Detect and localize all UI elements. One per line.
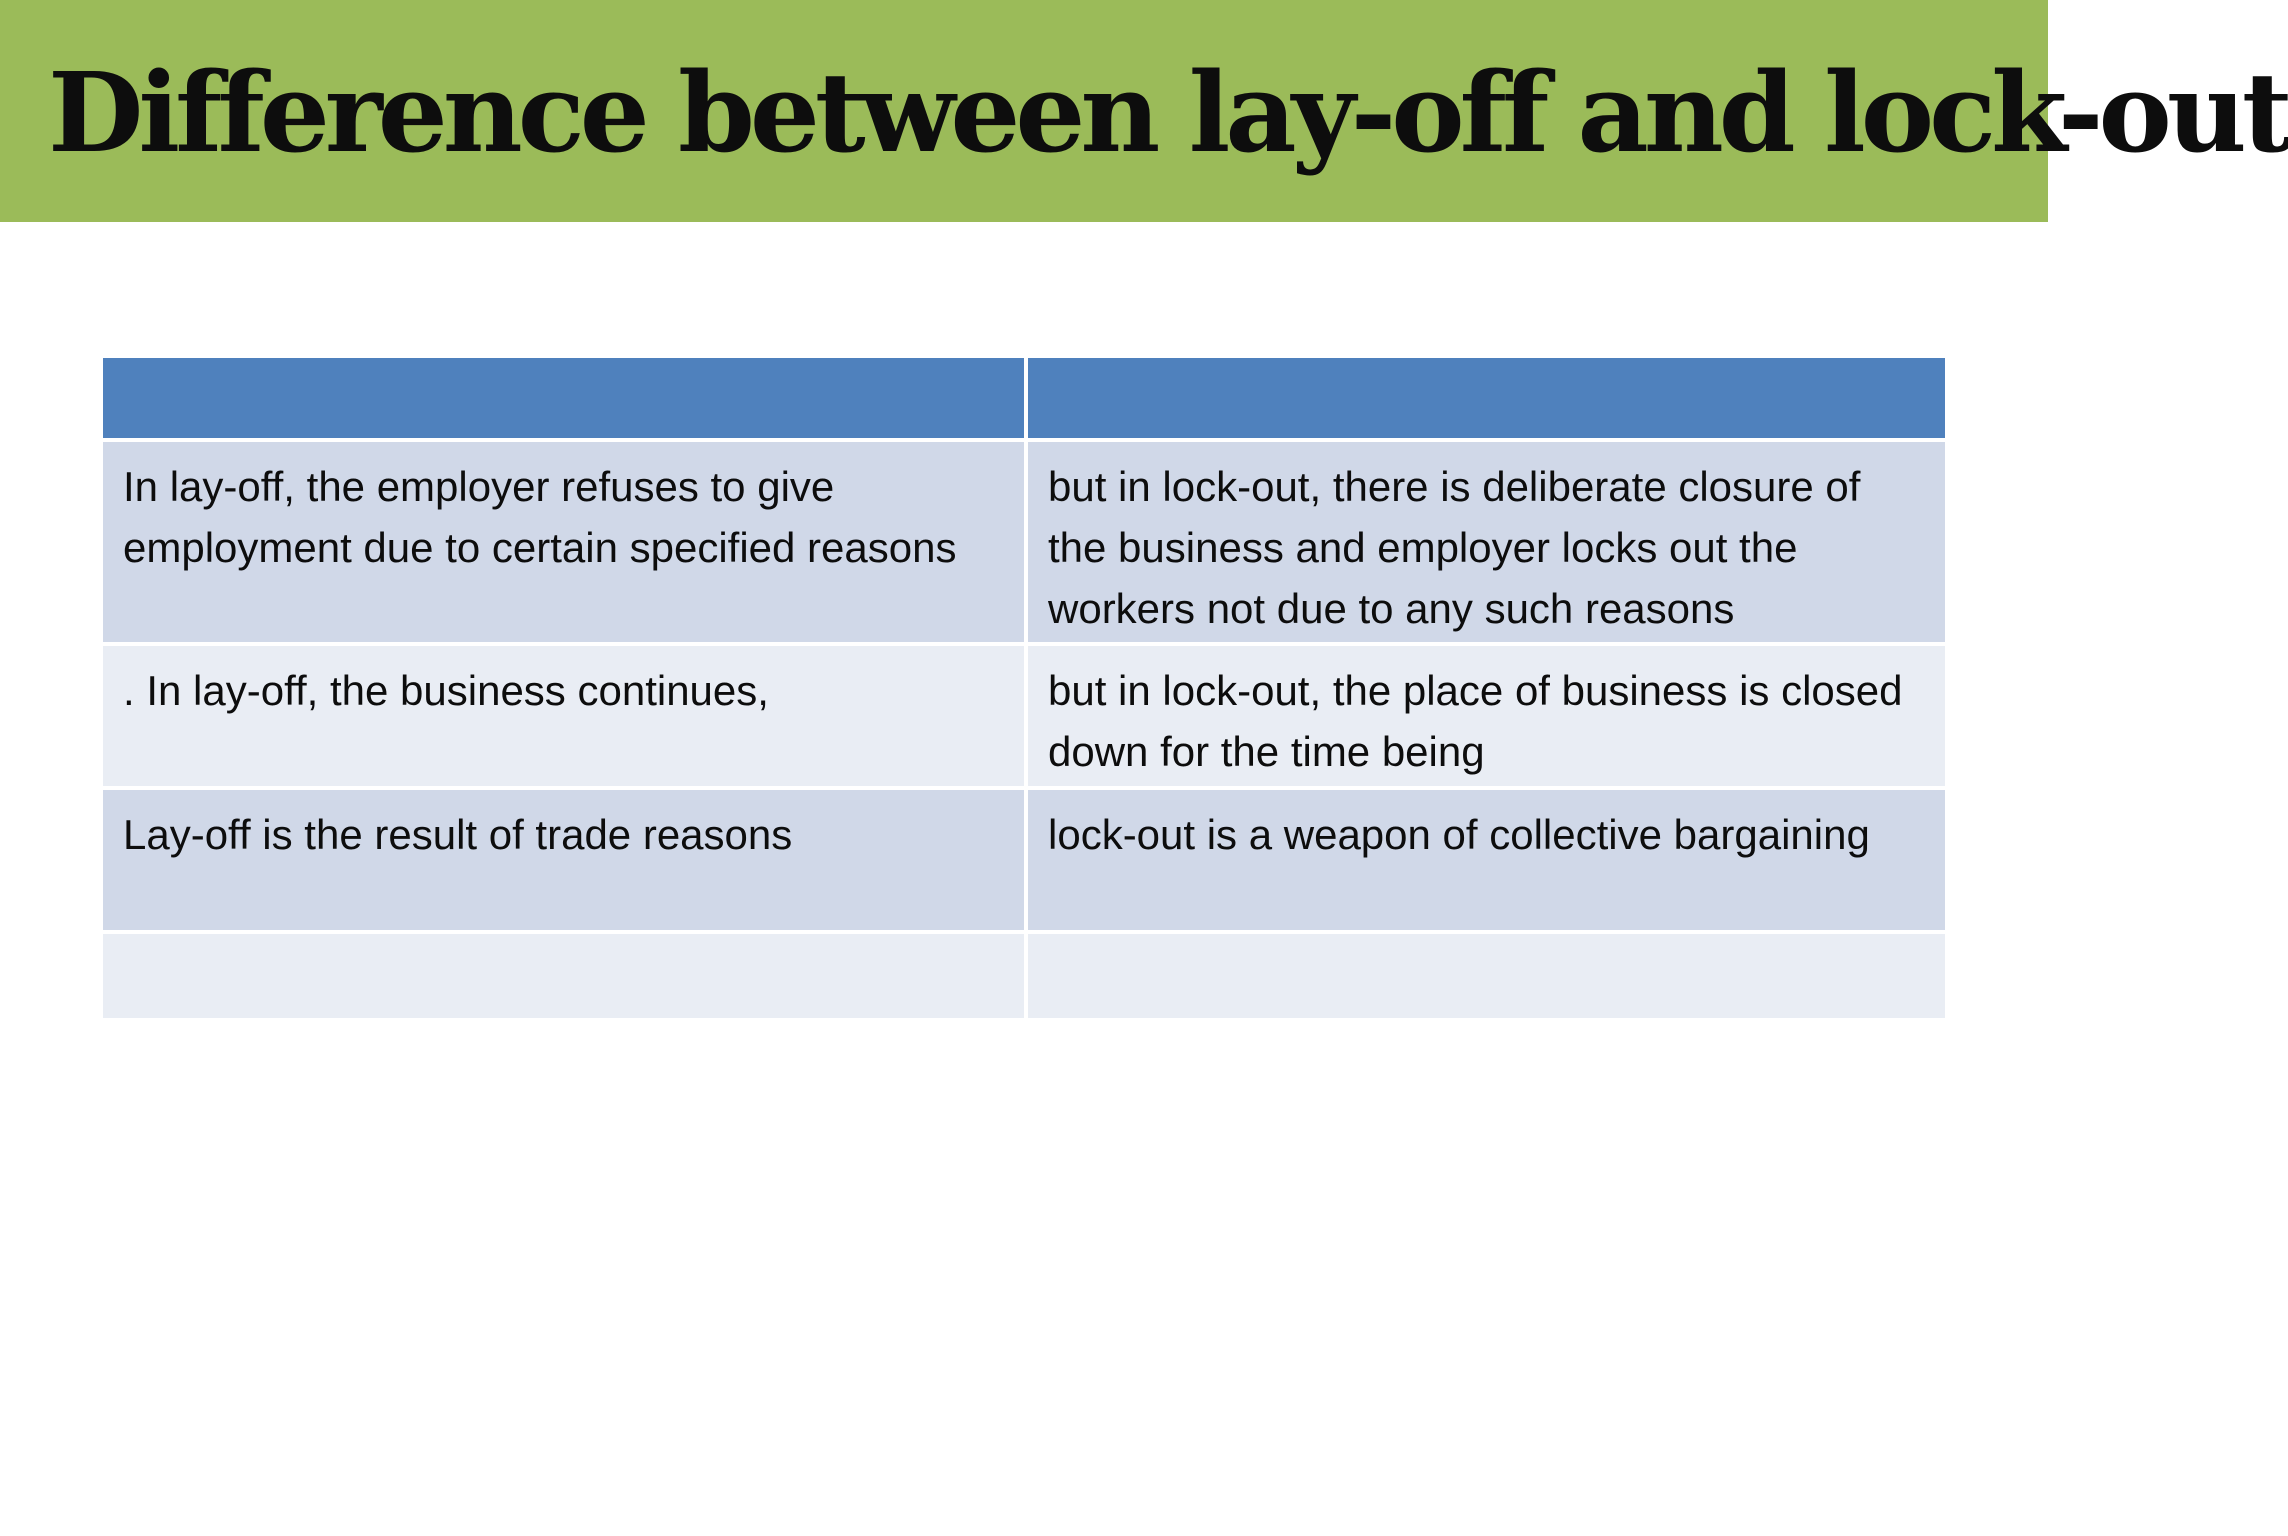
layoff-cell: Lay-off is the result of trade reasons — [103, 790, 1024, 934]
table-row — [103, 934, 1945, 1018]
layoff-cell — [103, 934, 1024, 1018]
lockout-cell — [1024, 934, 1945, 1018]
lockout-cell: but in lock-out, there is deliberate closure of the business and employer locks out the workers not due to any such reasons — [1024, 442, 1945, 646]
header-cell-lockout — [1024, 358, 1945, 442]
layoff-cell: . In lay-off, the business continues, — [103, 646, 1024, 790]
table-row — [103, 442, 1945, 646]
table-row — [103, 646, 1945, 790]
table-row — [103, 790, 1945, 934]
table-header-row — [103, 358, 1945, 442]
layoff-cell: In lay-off, the employer refuses to give employment due to certain specified reasons — [103, 442, 1024, 646]
lockout-cell: lock-out is a weapon of collective bargaining — [1024, 790, 1945, 934]
title-band — [0, 0, 2288, 222]
header-cell-layoff — [103, 358, 1024, 442]
lockout-cell: but in lock-out, the place of business is closed down for the time being — [1024, 646, 1945, 790]
slide-title: Difference between lay-off and lock-out — [48, 48, 2288, 177]
comparison-table — [103, 358, 1945, 1018]
